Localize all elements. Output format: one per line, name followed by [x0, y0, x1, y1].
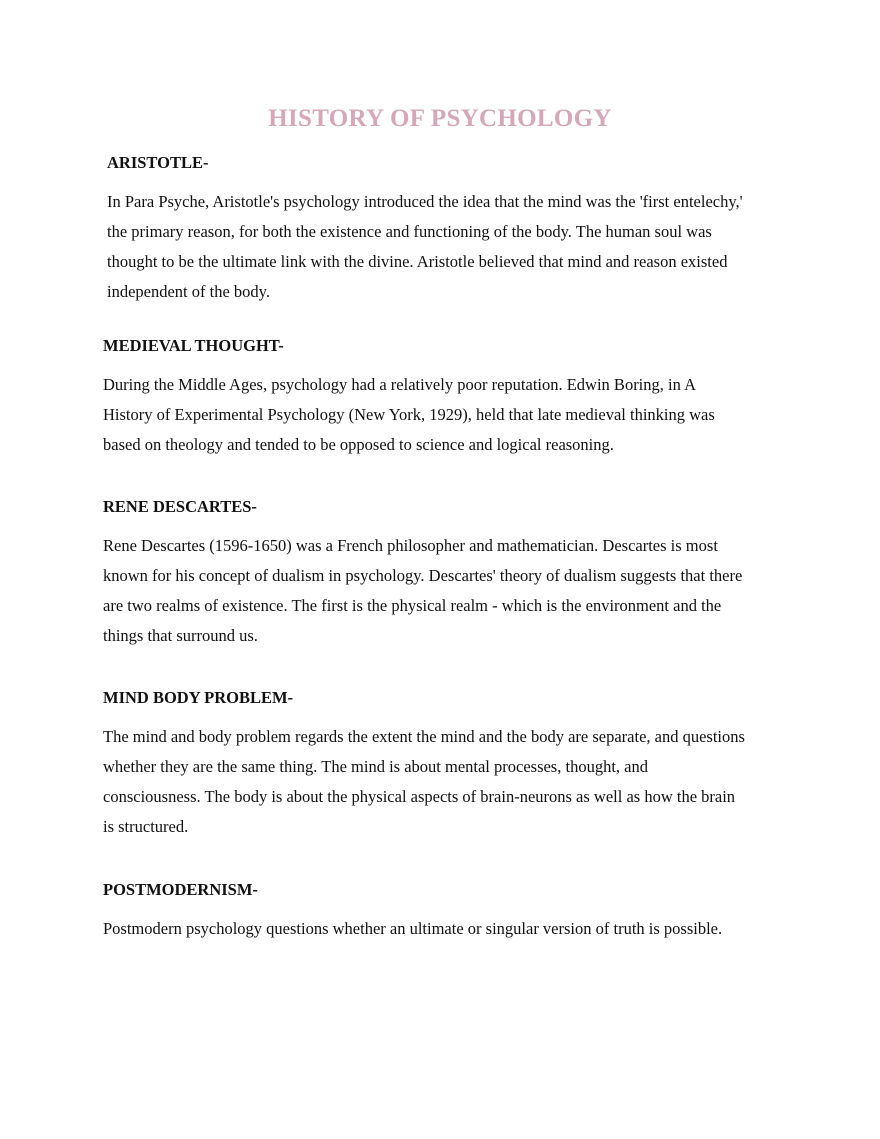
- page-title: HISTORY OF PSYCHOLOGY: [268, 105, 612, 132]
- section-heading: POSTMODERNISM-: [103, 880, 258, 899]
- section-heading: ARISTOTLE-: [107, 153, 209, 172]
- section-heading: MIND BODY PROBLEM-: [103, 688, 294, 707]
- paragraph-line: Postmodern psychology questions whether an ultimate or singular version of truth is possible.: [103, 919, 723, 938]
- paragraph-line: whether they are the same thing. The mind is about mental processes, thought, and: [103, 757, 648, 776]
- section-rene-descartes: [103, 497, 803, 651]
- paragraph-line: are two realms of existence. The first is the physical realm - which is the environment and the: [103, 596, 722, 615]
- paragraph-line: independent of the body.: [107, 282, 270, 301]
- paragraph-line: thought to be the ultimate link with the divine. Aristotle believed that mind and reason existed: [107, 252, 728, 271]
- section-aristotle: [107, 153, 807, 307]
- section-mind-body-problem: [103, 688, 803, 842]
- paragraph-line: History of Experimental Psychology (New York, 1929), held that late medieval thinking was: [103, 405, 715, 424]
- paragraph-line: based on theology and tended to be opposed to science and logical reasoning.: [103, 435, 614, 454]
- paragraph-line: known for his concept of dualism in psychology. Descartes' theory of dualism suggests that there: [103, 566, 743, 585]
- paragraph-line: Rene Descartes (1596-1650) was a French philosopher and mathematician. Descartes is most: [103, 536, 718, 555]
- section-heading: MEDIEVAL THOUGHT-: [103, 336, 284, 355]
- section-heading: RENE DESCARTES-: [103, 497, 257, 516]
- paragraph-line: consciousness. The body is about the physical aspects of brain-neurons as well as how the brain: [103, 787, 736, 806]
- paragraph-line: the primary reason, for both the existence and functioning of the body. The human soul was: [107, 222, 712, 241]
- paragraph-line: During the Middle Ages, psychology had a relatively poor reputation. Edwin Boring, in A: [103, 375, 696, 394]
- section-postmodernism: [103, 880, 803, 944]
- paragraph-line: The mind and body problem regards the extent the mind and the body are separate, and questions: [103, 727, 745, 746]
- paragraph-line: In Para Psyche, Aristotle's psychology introduced the idea that the mind was the 'first entelechy,': [107, 192, 743, 211]
- paragraph-line: is structured.: [103, 817, 189, 836]
- paragraph-line: things that surround us.: [103, 626, 258, 645]
- section-medieval-thought: [103, 336, 803, 460]
